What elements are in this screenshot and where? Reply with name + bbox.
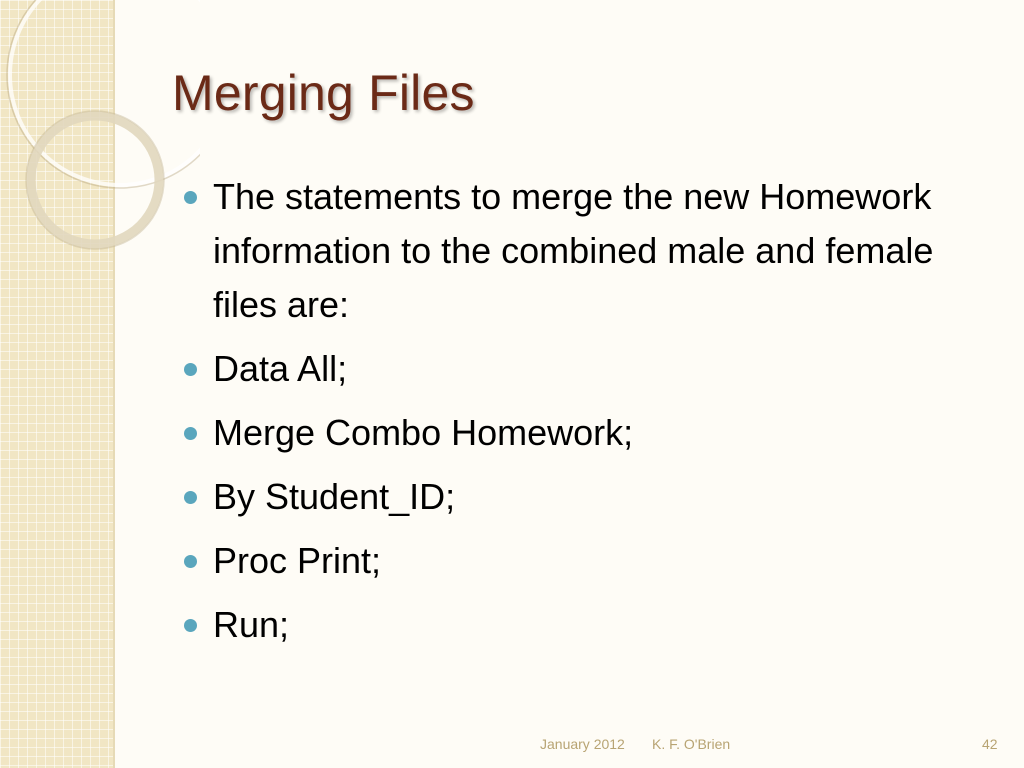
footer-author: K. F. O'Brien (652, 736, 731, 752)
decorative-grid-band (0, 0, 115, 768)
bullet-dot-icon (184, 555, 197, 568)
bullet-item (180, 406, 990, 460)
bullet-item (180, 342, 990, 396)
bullet-text: Proc Print; (213, 540, 382, 581)
bullet-item (180, 170, 990, 332)
bullet-list (180, 170, 990, 662)
bullet-text: Data All; (213, 348, 348, 389)
bullet-text: Merge Combo Homework; (213, 412, 634, 453)
bullet-dot-icon (184, 491, 197, 504)
bullet-item (180, 534, 990, 588)
bullet-dot-icon (184, 619, 197, 632)
bullet-item (180, 470, 990, 524)
bullet-dot-icon (184, 363, 197, 376)
bullet-item (180, 598, 990, 652)
footer-date: January 2012 (540, 736, 625, 752)
bullet-text: Run; (213, 604, 290, 645)
bullet-dot-icon (184, 191, 197, 204)
bullet-text: By Student_ID; (213, 476, 456, 517)
page-number: 42 (982, 736, 998, 752)
slide-title: Merging Files (172, 65, 475, 121)
bullet-text: The statements to merge the new Homework information to the combined male and female files are: (213, 176, 934, 325)
bullet-dot-icon (184, 427, 197, 440)
